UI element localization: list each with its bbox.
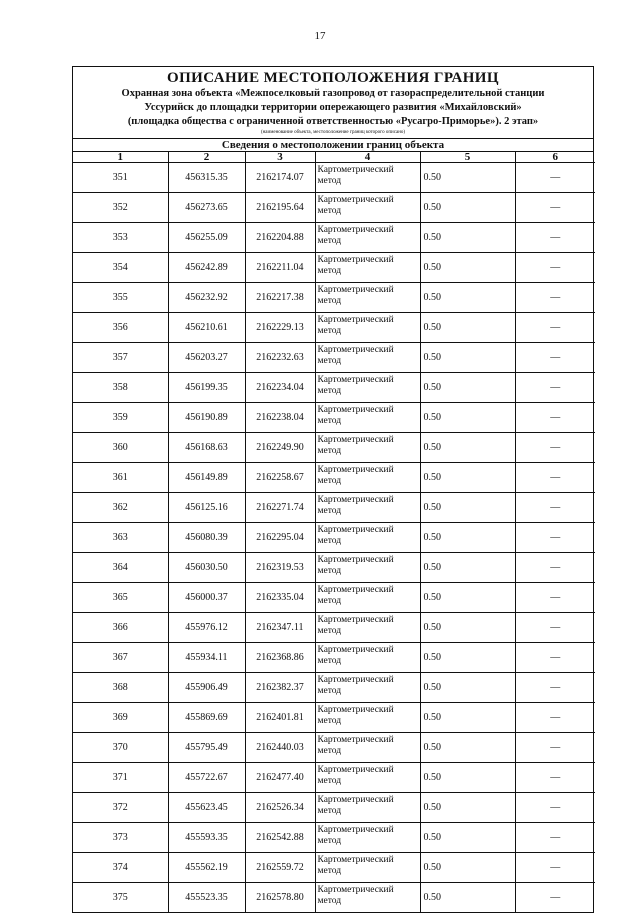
method-cell: Картометрический метод — [315, 493, 420, 523]
note-cell: — — [515, 553, 595, 583]
table-row — [73, 793, 595, 823]
note-cell: — — [515, 703, 595, 733]
note-cell: — — [515, 433, 595, 463]
note-cell: — — [515, 823, 595, 853]
y-coordinate-cell: 2162204.88 — [245, 223, 315, 253]
note-cell: — — [515, 883, 595, 913]
note-cell: — — [515, 493, 595, 523]
column-header: 4 — [315, 152, 420, 163]
accuracy-cell: 0.50 — [420, 763, 515, 793]
y-coordinate-cell: 2162477.40 — [245, 763, 315, 793]
object-name-caption: (наименование объекта, местоположение границ которого описано) — [260, 130, 406, 135]
y-coordinate-cell: 2162174.07 — [245, 163, 315, 193]
accuracy-cell: 0.50 — [420, 523, 515, 553]
method-cell: Картометрический метод — [315, 643, 420, 673]
point-number-cell: 375 — [73, 883, 168, 913]
y-coordinate-cell: 2162271.74 — [245, 493, 315, 523]
x-coordinate-cell: 455934.11 — [168, 643, 245, 673]
point-number-cell: 369 — [73, 703, 168, 733]
table-row — [73, 763, 595, 793]
table-row — [73, 253, 595, 283]
note-cell: — — [515, 373, 595, 403]
method-cell: Картометрический метод — [315, 433, 420, 463]
method-cell: Картометрический метод — [315, 613, 420, 643]
column-header: 5 — [420, 152, 515, 163]
y-coordinate-cell: 2162401.81 — [245, 703, 315, 733]
x-coordinate-cell: 456232.92 — [168, 283, 245, 313]
method-cell: Картометрический метод — [315, 793, 420, 823]
column-number-row — [73, 152, 595, 163]
method-cell: Картометрический метод — [315, 403, 420, 433]
table-row — [73, 493, 595, 523]
accuracy-cell: 0.50 — [420, 313, 515, 343]
point-number-cell: 352 — [73, 193, 168, 223]
x-coordinate-cell: 456203.27 — [168, 343, 245, 373]
point-number-cell: 354 — [73, 253, 168, 283]
column-header: 3 — [245, 152, 315, 163]
x-coordinate-cell: 455722.67 — [168, 763, 245, 793]
point-number-cell: 362 — [73, 493, 168, 523]
point-number-cell: 363 — [73, 523, 168, 553]
table-row — [73, 313, 595, 343]
y-coordinate-cell: 2162217.38 — [245, 283, 315, 313]
point-number-cell: 353 — [73, 223, 168, 253]
section-title: Сведения о местоположении границ объекта — [73, 139, 593, 152]
note-cell: — — [515, 583, 595, 613]
column-header: 6 — [515, 152, 595, 163]
point-number-cell: 373 — [73, 823, 168, 853]
note-cell: — — [515, 163, 595, 193]
accuracy-cell: 0.50 — [420, 883, 515, 913]
method-cell: Картометрический метод — [315, 673, 420, 703]
x-coordinate-cell: 456242.89 — [168, 253, 245, 283]
accuracy-cell: 0.50 — [420, 343, 515, 373]
y-coordinate-cell: 2162382.37 — [245, 673, 315, 703]
method-cell: Картометрический метод — [315, 733, 420, 763]
accuracy-cell: 0.50 — [420, 433, 515, 463]
y-coordinate-cell: 2162238.04 — [245, 403, 315, 433]
table-row — [73, 223, 595, 253]
method-cell: Картометрический метод — [315, 523, 420, 553]
accuracy-cell: 0.50 — [420, 673, 515, 703]
method-cell: Картометрический метод — [315, 193, 420, 223]
x-coordinate-cell: 456149.89 — [168, 463, 245, 493]
method-cell: Картометрический метод — [315, 853, 420, 883]
accuracy-cell: 0.50 — [420, 373, 515, 403]
method-cell: Картометрический метод — [315, 343, 420, 373]
note-cell: — — [515, 613, 595, 643]
table-row — [73, 643, 595, 673]
accuracy-cell: 0.50 — [420, 283, 515, 313]
accuracy-cell: 0.50 — [420, 493, 515, 523]
note-cell: — — [515, 643, 595, 673]
x-coordinate-cell: 455623.45 — [168, 793, 245, 823]
note-cell: — — [515, 853, 595, 883]
object-name-line-1: Охранная зона объекта «Межпоселковый газопровод от газораспределительной станции — [121, 88, 545, 99]
point-number-cell: 368 — [73, 673, 168, 703]
x-coordinate-cell: 456210.61 — [168, 313, 245, 343]
accuracy-cell: 0.50 — [420, 733, 515, 763]
coordinates-table-body — [73, 163, 595, 913]
point-number-cell: 357 — [73, 343, 168, 373]
accuracy-cell: 0.50 — [420, 853, 515, 883]
method-cell: Картометрический метод — [315, 583, 420, 613]
x-coordinate-cell: 456080.39 — [168, 523, 245, 553]
point-number-cell: 351 — [73, 163, 168, 193]
note-cell: — — [515, 463, 595, 493]
x-coordinate-cell: 456125.16 — [168, 493, 245, 523]
note-cell: — — [515, 223, 595, 253]
y-coordinate-cell: 2162295.04 — [245, 523, 315, 553]
method-cell: Картометрический метод — [315, 253, 420, 283]
accuracy-cell: 0.50 — [420, 703, 515, 733]
point-number-cell: 359 — [73, 403, 168, 433]
note-cell: — — [515, 193, 595, 223]
point-number-cell: 374 — [73, 853, 168, 883]
y-coordinate-cell: 2162335.04 — [245, 583, 315, 613]
accuracy-cell: 0.50 — [420, 403, 515, 433]
accuracy-cell: 0.50 — [420, 253, 515, 283]
y-coordinate-cell: 2162526.34 — [245, 793, 315, 823]
document-header — [73, 67, 593, 139]
page-number: 17 — [314, 30, 326, 42]
x-coordinate-cell: 455795.49 — [168, 733, 245, 763]
x-coordinate-cell: 455906.49 — [168, 673, 245, 703]
accuracy-cell: 0.50 — [420, 193, 515, 223]
point-number-cell: 356 — [73, 313, 168, 343]
table-row — [73, 433, 595, 463]
x-coordinate-cell: 456315.35 — [168, 163, 245, 193]
accuracy-cell: 0.50 — [420, 463, 515, 493]
accuracy-cell: 0.50 — [420, 613, 515, 643]
note-cell: — — [515, 733, 595, 763]
accuracy-cell: 0.50 — [420, 823, 515, 853]
x-coordinate-cell: 455869.69 — [168, 703, 245, 733]
x-coordinate-cell: 456168.63 — [168, 433, 245, 463]
table-row — [73, 283, 595, 313]
y-coordinate-cell: 2162368.86 — [245, 643, 315, 673]
point-number-cell: 367 — [73, 643, 168, 673]
table-row — [73, 733, 595, 763]
y-coordinate-cell: 2162319.53 — [245, 553, 315, 583]
coordinates-table — [73, 152, 595, 912]
x-coordinate-cell: 455976.12 — [168, 613, 245, 643]
table-row — [73, 373, 595, 403]
point-number-cell: 358 — [73, 373, 168, 403]
method-cell: Картометрический метод — [315, 163, 420, 193]
note-cell: — — [515, 253, 595, 283]
y-coordinate-cell: 2162195.64 — [245, 193, 315, 223]
x-coordinate-cell: 456255.09 — [168, 223, 245, 253]
y-coordinate-cell: 2162249.90 — [245, 433, 315, 463]
note-cell: — — [515, 763, 595, 793]
accuracy-cell: 0.50 — [420, 553, 515, 583]
x-coordinate-cell: 456190.89 — [168, 403, 245, 433]
table-row — [73, 823, 595, 853]
table-row — [73, 193, 595, 223]
point-number-cell: 370 — [73, 733, 168, 763]
point-number-cell: 366 — [73, 613, 168, 643]
table-row — [73, 613, 595, 643]
table-row — [73, 463, 595, 493]
note-cell: — — [515, 403, 595, 433]
point-number-cell: 372 — [73, 793, 168, 823]
note-cell: — — [515, 343, 595, 373]
table-row — [73, 853, 595, 883]
table-row — [73, 403, 595, 433]
method-cell: Картометрический метод — [315, 463, 420, 493]
y-coordinate-cell: 2162347.11 — [245, 613, 315, 643]
x-coordinate-cell: 456030.50 — [168, 553, 245, 583]
accuracy-cell: 0.50 — [420, 643, 515, 673]
x-coordinate-cell: 455562.19 — [168, 853, 245, 883]
y-coordinate-cell: 2162542.88 — [245, 823, 315, 853]
table-row — [73, 703, 595, 733]
method-cell: Картометрический метод — [315, 283, 420, 313]
table-row — [73, 343, 595, 373]
table-row — [73, 163, 595, 193]
y-coordinate-cell: 2162232.63 — [245, 343, 315, 373]
y-coordinate-cell: 2162234.04 — [245, 373, 315, 403]
method-cell: Картометрический метод — [315, 223, 420, 253]
column-header: 1 — [73, 152, 168, 163]
accuracy-cell: 0.50 — [420, 163, 515, 193]
point-number-cell: 360 — [73, 433, 168, 463]
table-row — [73, 583, 595, 613]
note-cell: — — [515, 673, 595, 703]
accuracy-cell: 0.50 — [420, 223, 515, 253]
x-coordinate-cell: 455593.35 — [168, 823, 245, 853]
method-cell: Картометрический метод — [315, 373, 420, 403]
note-cell: — — [515, 313, 595, 343]
table-row — [73, 553, 595, 583]
point-number-cell: 371 — [73, 763, 168, 793]
boundary-description-sheet — [72, 66, 594, 913]
y-coordinate-cell: 2162229.13 — [245, 313, 315, 343]
method-cell: Картометрический метод — [315, 703, 420, 733]
object-name-line-2: Уссурийск до площадки территории опережающего развития «Михайловский» — [144, 102, 522, 113]
point-number-cell: 365 — [73, 583, 168, 613]
note-cell: — — [515, 523, 595, 553]
method-cell: Картометрический метод — [315, 883, 420, 913]
column-header: 2 — [168, 152, 245, 163]
method-cell: Картометрический метод — [315, 823, 420, 853]
table-row — [73, 883, 595, 913]
y-coordinate-cell: 2162578.80 — [245, 883, 315, 913]
accuracy-cell: 0.50 — [420, 583, 515, 613]
x-coordinate-cell: 456199.35 — [168, 373, 245, 403]
table-row — [73, 673, 595, 703]
note-cell: — — [515, 793, 595, 823]
document-title: ОПИСАНИЕ МЕСТОПОЛОЖЕНИЯ ГРАНИЦ — [167, 70, 499, 86]
x-coordinate-cell: 456000.37 — [168, 583, 245, 613]
table-row — [73, 523, 595, 553]
y-coordinate-cell: 2162211.04 — [245, 253, 315, 283]
y-coordinate-cell: 2162258.67 — [245, 463, 315, 493]
note-cell: — — [515, 283, 595, 313]
y-coordinate-cell: 2162440.03 — [245, 733, 315, 763]
method-cell: Картометрический метод — [315, 553, 420, 583]
object-name-line-3: (площадка общества с ограниченной ответственностью «Русагро-Приморье»). 2 этап» — [127, 116, 539, 127]
point-number-cell: 361 — [73, 463, 168, 493]
method-cell: Картометрический метод — [315, 313, 420, 343]
accuracy-cell: 0.50 — [420, 793, 515, 823]
x-coordinate-cell: 456273.65 — [168, 193, 245, 223]
y-coordinate-cell: 2162559.72 — [245, 853, 315, 883]
point-number-cell: 364 — [73, 553, 168, 583]
point-number-cell: 355 — [73, 283, 168, 313]
x-coordinate-cell: 455523.35 — [168, 883, 245, 913]
method-cell: Картометрический метод — [315, 763, 420, 793]
